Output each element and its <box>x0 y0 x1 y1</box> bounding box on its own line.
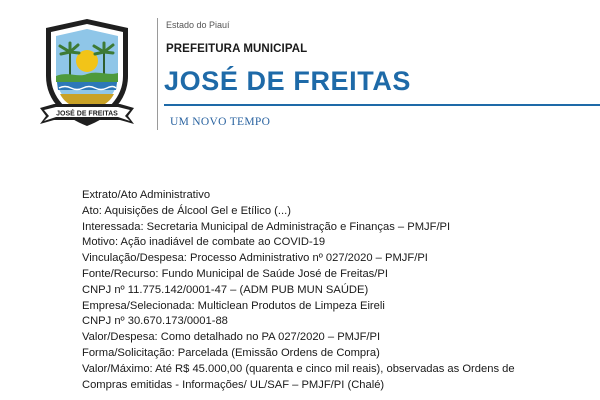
extract-line-cnpj-fund: CNPJ nº 11.775.142/0001-47 – (ADM PUB MUN SAÚDE) <box>82 283 369 296</box>
extract-heading: Extrato/Ato Administrativo <box>82 189 211 201</box>
state-name: Estado do Piauí <box>166 20 230 30</box>
extract-line-expense: Valor/Despesa: Como detalhado no PA 027/2020 – PMJF/PI <box>82 331 381 344</box>
extract-line-reason: Motivo: Ação inadiável de combate ao COVID-19 <box>82 236 326 249</box>
extract-line-max-value-cont: Compras emitidas - Informações/ UL/SAF – PMJF/PI (Chalé) <box>82 378 385 391</box>
extract-line-source: Fonte/Recurso: Fundo Municipal de Saúde José de Freitas/PI <box>82 267 388 280</box>
extract-line-interested: Interessada: Secretaria Municipal de Administração e Finanças – PMJF/PI <box>82 220 451 233</box>
extract-text <box>82 188 582 393</box>
city-name-title: JOSÉ DE FREITAS <box>164 66 412 96</box>
prefecture-label: PREFEITURA MUNICIPAL <box>166 43 308 55</box>
extract-line-max-value: Valor/Máximo: Até R$ 45.000,00 (quarenta e cinco mil reais), observadas as Ordens de <box>82 362 515 375</box>
crest-ribbon-text: JOSÉ DE FREITAS <box>56 110 118 118</box>
extract-line-form: Forma/Solicitação: Parcelada (Emissão Ordens de Compra) <box>82 346 380 359</box>
title-underline <box>164 104 600 106</box>
extract-line-company: Empresa/Selecionada: Multiclean Produtos de Limpeza Eireli <box>82 299 385 312</box>
city-coat-of-arms <box>28 16 146 132</box>
extract-line-binding: Vinculação/Despesa: Processo Administrativo nº 027/2020 – PMJF/PI <box>82 252 428 265</box>
extract-line-cnpj-company: CNPJ nº 30.670.173/0001-88 <box>82 315 228 328</box>
slogan: UM NOVO TEMPO <box>170 116 271 128</box>
header-divider <box>157 18 158 130</box>
extract-line-act: Ato: Aquisições de Álcool Gel e Etílico (...) <box>82 204 291 217</box>
